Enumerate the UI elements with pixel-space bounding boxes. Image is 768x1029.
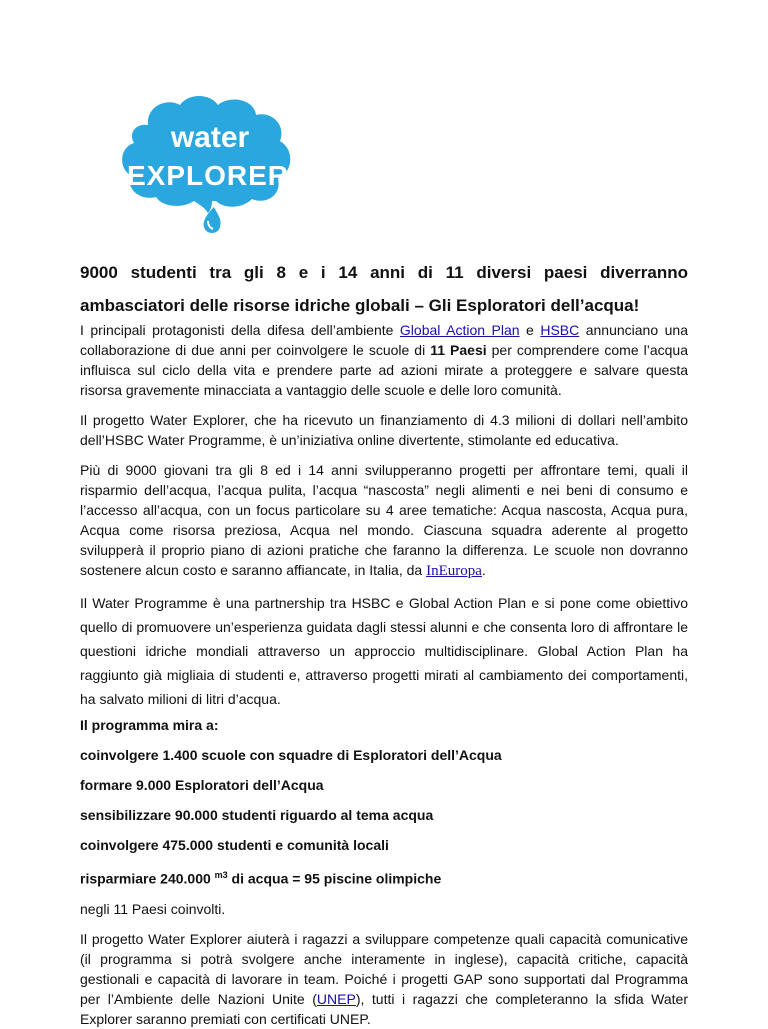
- intro-text-end: per comprendere come l’acqua influisca sul ciclo della vita e prendere parte ad azioni mirate a proteggere e salvare questa risorsa gravemente minacciata a vantaggio delle scuole e delle loro comunità.: [80, 342, 688, 398]
- program-last-unit: m3: [214, 870, 228, 880]
- link-unep[interactable]: UNEP: [316, 990, 356, 1007]
- program-heading: Il programma mira a:: [80, 717, 219, 733]
- paragraph-programme: Il Water Programme è una partnership tra HSBC e Global Action Plan e si pone come obiettivo quello di promuovere un’esperienza guidata dagli stessi alunni e che consenta loro di affrontare le questioni idriche mondiali attraverso un approccio multidisciplinare. Global Action Plan ha raggiunto già migliaia di studenti e, attraverso progetti mirati al cambiamento dei comportamenti, ha salvato milioni di litri d’acqua.: [80, 595, 688, 707]
- program-item: coinvolgere 475.000 studenti e comunità locali: [80, 837, 389, 853]
- program-tail: negli 11 Paesi coinvolti.: [80, 900, 226, 917]
- paragraph-projects: [80, 460, 688, 581]
- page-title: 9000 studenti tra gli 8 e i 14 anni di 11 diversi paesi diverranno ambasciatori delle risorse idriche globali – Gli Esploratori dell’acqua!: [80, 263, 688, 315]
- skills-text: Il progetto Water Explorer aiuterà i ragazzi a sviluppare competenze quali capacità comunicative (il programma si potrà svolgere anche interamente in inglese), capacità critiche, capacità gestionali e capacità di lavorare in team. Poiché i progetti GAP sono supportati dal Programma per l’Ambiente delle Nazioni Unite (: [80, 930, 688, 1007]
- intro-text: I principali protagonisti della difesa dell’ambiente: [80, 322, 400, 338]
- paragraph-skills: [80, 929, 688, 1029]
- projects-text: Più di 9000 giovani tra gli 8 ed i 14 anni svilupperanno progetti per affrontare temi, quali il risparmio dell’acqua, l’acqua pulita, l’acqua “nascosta” negli alimenti e nei beni di consumo e l’accesso all’acqua, con un focus particolare su 4 aree tematiche: Acqua nascosta, Acqua pura, Acqua come risorsa preziosa, Acqua nel mondo. Ciascuna squadra aderente al progetto svilupperà il proprio piano di azioni pratiche che faranno la differenza. Le scuole non dovranno sostenere alcun costo e saranno affiancate, in Italia, da: [80, 462, 688, 578]
- link-global-action-plan[interactable]: Global Action Plan: [399, 322, 520, 338]
- program-last-pre: risparmiare 240.000: [80, 870, 215, 887]
- article-body: [80, 320, 688, 1029]
- link-hsbc[interactable]: HSBC: [540, 322, 580, 338]
- projects-end: .: [481, 562, 486, 578]
- program-item-last: [80, 865, 688, 889]
- program-item: formare 9.000 Esploratori dell’Acqua: [80, 777, 324, 793]
- water-explorer-logo: [118, 95, 298, 235]
- skills-text-end: ), tutti i ragazzi che completeranno la sfida Water Explorer saranno premiati con certificati UNEP.: [80, 990, 688, 1027]
- logo-word-water: water: [170, 121, 250, 154]
- link-ineuropa[interactable]: InEuropa: [426, 563, 482, 579]
- intro-bold-countries: 11 Paesi: [430, 342, 487, 358]
- paragraph-funding: Il progetto Water Explorer, che ha ricevuto un finanziamento di 4.3 milioni di dollari nell’ambito dell’HSBC Water Programme, è un’iniziativa online divertente, stimolante ed educativa.: [80, 412, 688, 448]
- cloud-drop-icon: [118, 95, 298, 235]
- intro-text-post: annunciano una collaborazione di due anni per coinvolgere le scuole di: [80, 322, 688, 358]
- program-item: coinvolgere 1.400 scuole con squadre di Esploratori dell’Acqua: [80, 747, 502, 763]
- intro-text-mid: e: [519, 322, 541, 338]
- program-last-post: di acqua = 95 piscine olimpiche: [227, 870, 442, 887]
- program-item: sensibilizzare 90.000 studenti riguardo al tema acqua: [80, 807, 434, 823]
- logo-word-explorer: EXPLORER: [126, 160, 290, 191]
- paragraph-intro: [80, 320, 688, 400]
